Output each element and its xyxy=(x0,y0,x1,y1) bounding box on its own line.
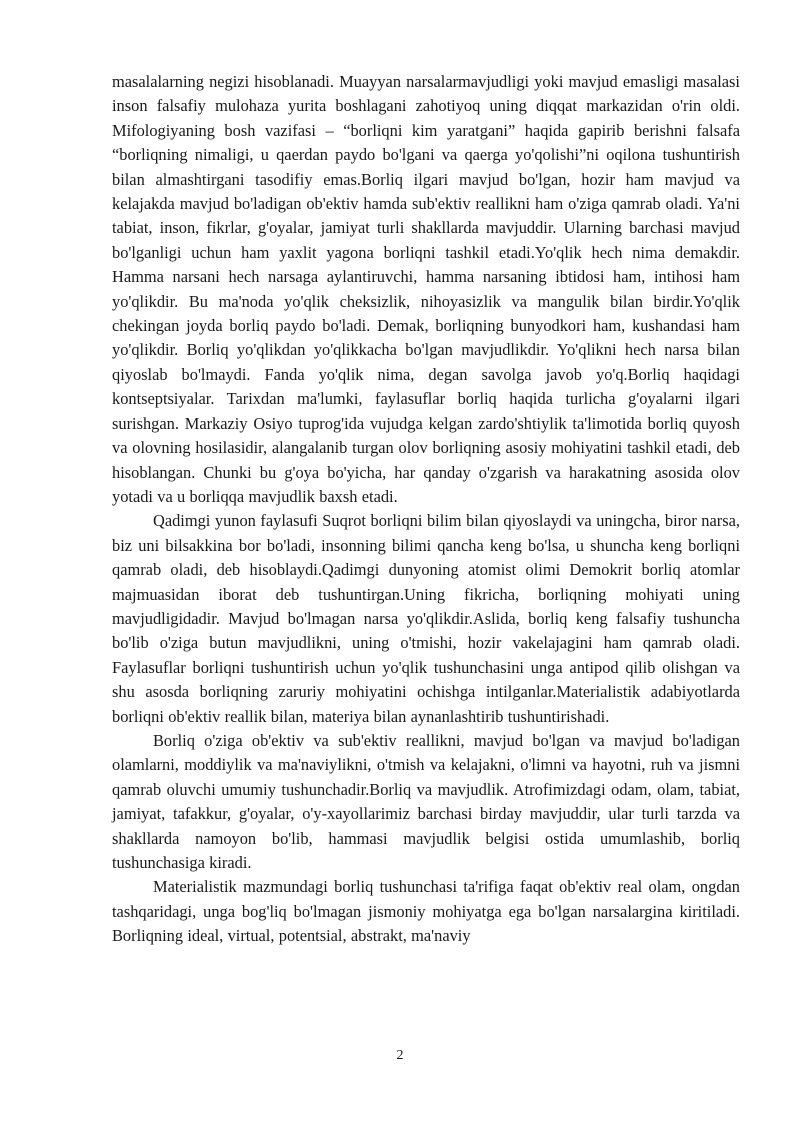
page-number: 2 xyxy=(396,1048,404,1063)
paragraph-3: Borliq o'ziga ob'ektiv va sub'ektiv reallikni, mavjud bo'lgan va mavjud bo'ladigan olamlarni, moddiylik va ma'naviylikni, o'tmish va kelajakni, o'limni va hayotni, ruh va jismni qamrab oluvchi umumiy tushunchadir.Borliq va mavjudlik. Atrofimizdagi odam, olam, tabiat, jamiyat, tafakkur, g'oyalar, o'y-xayollarimiz barchasi birday mavjuddir, ular turli tarzda va shakllarda namoyon bo'lib, hammasi mavjudlik belgisi ostida umumlashib, borliq tushunchasiga kiradi. xyxy=(112,730,740,872)
paragraph-4: Materialistik mazmundagi borliq tushunchasi ta'rifiga faqat ob'ektiv real olam, ongdan tashqaridagi, unga bog'liq bo'lmagan jismoniy mohiyatga ega bo'lgan narsalargina kiritiladi. Borliqning ideal, virtual, potentsial, abstrakt, ma'naviy xyxy=(112,877,740,946)
document-body xyxy=(112,70,740,949)
paragraph-1: masalalarning negizi hisoblanadi. Muayyan narsalarmavjudligi yoki mavjud emasligi masalasi inson falsafiy mulohaza yurita boshlagani zahotiyoq uning diqqat markazidan o'rin oldi. Mifologiyaning bosh vazifasi – “borliqni kim yaratgani” haqida gapirib berishni falsafa “borliqning nimaligi, u qaerdan paydo bo'lgani va qaerga yo'qolishi”ni oqilona tushuntirish bilan almashtirgani tasodifiy emas.Borliq ilgari mavjud bo'lgan, hozir ham mavjud va kelajakda mavjud bo'ladigan ob'ektiv hamda sub'ektiv reallikni ham o'ziga qamrab oladi. Ya'ni tabiat, inson, fikrlar, g'oyalar, jamiyat turli shakllarda mavjuddir. Ularning barchasi mavjud bo'lganligi uchun ham yaxlit yagona borliqni tashkil etadi.Yo'qlik hech nima demakdir. Hamma narsani hech narsaga aylantiruvchi, hamma narsaning ibtidosi ham, intihosi ham yo'qlikdir. Bu ma'noda yo'qlik cheksizlik, nihoyasizlik va mangulik bilan birdir.Yo'qlik chekingan joyda borliq paydo bo'ladi. Demak, borliqning bunyodkori ham, kushandasi ham yo'qlikdir. Borliq yo'qlikdan yo'qlikkacha bo'lgan mavjudlikdir. Yo'qlikni hech narsa bilan qiyoslab bo'lmaydi. Fanda yo'qlik nima, degan savolga javob yo'q.Borliq haqidagi kontseptsiyalar. Tarixdan ma'lumki, faylasuflar borliq haqida turlicha g'oyalarni ilgari surishgan. Markaziy Osiyo tuprog'ida vujudga kelgan zardo'shtiylik ta'limotida borliq quyosh va olovning hosilasidir, alangalanib turgan olov borliqning asosiy mohiyatini tashkil etadi, deb hisoblangan. Chunki bu g'oya bo'yicha, har qanday o'zgarish va harakatning asosida olov yotadi va u borliqqa mavjudlik baxsh etadi. xyxy=(112,72,740,506)
paragraph-2: Qadimgi yunon faylasufi Suqrot borliqni bilim bilan qiyoslaydi va uningcha, biror narsa, biz uni bilsakkina bor bo'ladi, insonning bilimi qancha keng bo'lsa, u shuncha keng borliqni qamrab oladi, deb hisoblaydi.Qadimgi dunyoning atomist olimi Demokrit borliq atomlar majmuasidan iborat deb tushuntirgan.Uning fikricha, borliqning mohiyati uning mavjudligidadir. Mavjud bo'lmagan narsa yo'qlikdir.Aslida, borliq keng falsafiy tushuncha bo'lib o'ziga butun mavjudlikni, uning o'tmishi, hozir vakelajagini ham qamrab oladi. Faylasuflar borliqni tushuntirish uchun yo'qlik tushunchasini unga antipod qilib olishgan va shu asosda borliqning zaruriy mohiyatini ochishga intilganlar.Materialistik adabiyotlarda borliqni ob'ektiv reallik bilan, materiya bilan aynanlashtirib tushuntirishadi. xyxy=(112,511,740,726)
